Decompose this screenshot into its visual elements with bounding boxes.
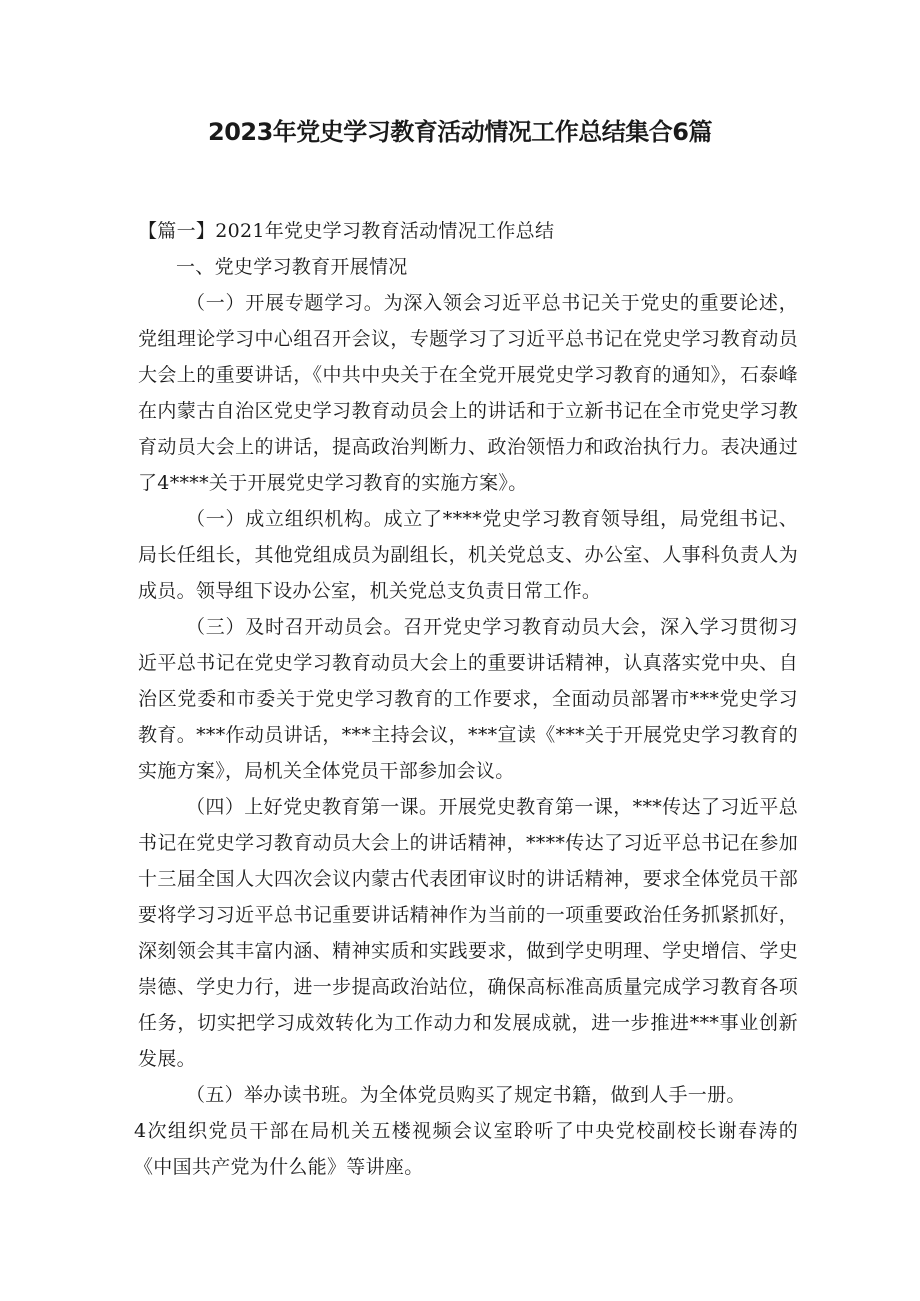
section-heading: 【篇一】2021年党史学习教育活动情况工作总结 [138, 220, 555, 242]
paragraph-reading-class: （五）举办读书班。为全体党员购买了规定书籍，做到人手一册。 [186, 1084, 746, 1106]
paragraph-organization: （一）成立组织机构。成立了****党史学习教育领导组，局党组书记、局长任组长，其他党组成员为副组长，机关党总支、办公室、人事科负责人为成员。领导组下设办公室，机关党总支负责日常工作。 [138, 508, 798, 602]
document-body [134, 213, 798, 1185]
paragraph-lectures: 4次组织党员干部在局机关五楼视频会议室聆听了中央党校副校长谢春涛的《中国共产党为什么能》等讲座。 [134, 1120, 798, 1178]
document-title: 2023年党史学习教育活动情况工作总结集合6篇 [208, 118, 712, 146]
paragraph-first-lesson: （四）上好党史教育第一课。开展党史教育第一课，***传达了习近平总书记在党史学习教育动员大会上的讲话精神，****传达了习近平总书记在参加十三届全国人大四次会议内蒙古代表团审议时的讲话精神，要求全体党员干部要将学习习近平总书记重要讲话精神作为当前的一项重要政治任务抓紧抓好，深刻领会其丰富内涵、精神实质和实践要求，做到学史明理、学史增信、学史崇德、学史力行，进一步提高政治站位，确保高标准高质量完成学习教育各项任务，切实把学习成效转化为工作动力和发展成就，进一步推进***事业创新发展。 [138, 796, 798, 1070]
paragraph-mobilization: （三）及时召开动员会。召开党史学习教育动员大会，深入学习贯彻习近平总书记在党史学习教育动员大会上的重要讲话精神，认真落实党中央、自治区党委和市委关于党史学习教育的工作要求，全面动员部署市***党史学习教育。***作动员讲话，***主持会议，***宣读《***关于开展党史学习教育的实施方案》，局机关全体党员干部参加会议。 [138, 616, 798, 782]
paragraph-study: （一）开展专题学习。为深入领会习近平总书记关于党史的重要论述，党组理论学习中心组召开会议，专题学习了习近平总书记在党史学习教育动员大会上的重要讲话，《中共中央关于在全党开展党史学习教育的通知》，石泰峰在内蒙古自治区党史学习教育动员会上的讲话和于立新书记在全市党史学习教育动员大会上的讲话，提高政治判断力、政治领悟力和政治执行力。表决通过了4****关于开展党史学习教育的实施方案》。 [138, 292, 798, 494]
subsection-heading: 一、党史学习教育开展情况 [176, 256, 408, 278]
